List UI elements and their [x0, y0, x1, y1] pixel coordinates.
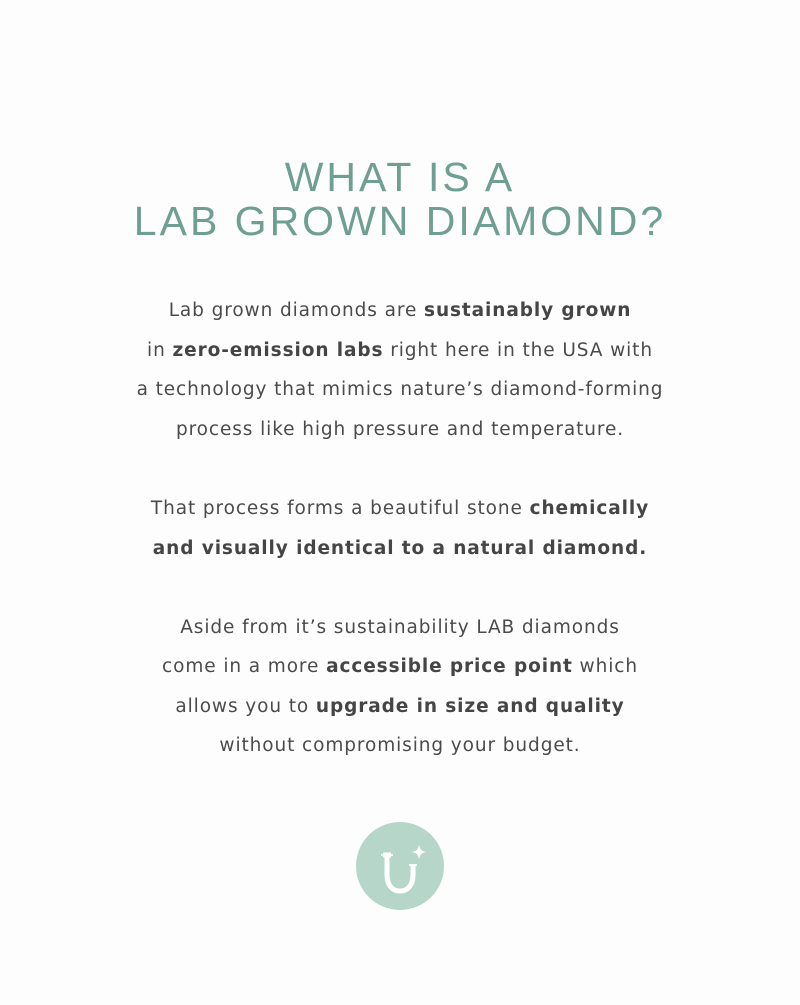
paragraph-2-line-1: [0, 500, 800, 519]
emphasis-sustainably-grown: sustainably grown: [424, 300, 632, 321]
paragraph-3-line-4: without compromising your budget.: [219, 735, 581, 756]
emphasis-upgrade-size-quality: upgrade in size and quality: [315, 696, 625, 717]
paragraph-3-line-3: [0, 698, 800, 717]
emphasis-zero-emission-labs: zero-emission labs: [172, 340, 384, 361]
u-sparkle-logo-icon: [356, 822, 444, 910]
paragraph-1-line-1: [0, 302, 800, 321]
logo-glyph: [356, 822, 444, 910]
text: right here in the USA with: [383, 340, 653, 361]
page-title-line-2: LAB GROWN DIAMOND?: [133, 198, 667, 244]
text: which: [572, 656, 638, 677]
paragraph-1-line-4: process like high pressure and temperature.: [175, 419, 625, 440]
emphasis-visually-identical: and visually identical to a natural diamond.: [152, 538, 648, 559]
text: come in a more: [162, 656, 327, 677]
page-title-line-1: WHAT IS A: [284, 154, 516, 200]
paragraph-1-line-2: [0, 342, 800, 361]
paragraph-3-line-2: [0, 658, 800, 677]
text: That process forms a beautiful stone: [150, 498, 530, 519]
text: in: [147, 340, 173, 361]
emphasis-chemically: chemically: [529, 498, 650, 519]
paragraph-2-line-2: [0, 540, 800, 559]
emphasis-accessible-price-point: accessible price point: [326, 656, 573, 677]
paragraph-3-line-1: Aside from it’s sustainability LAB diamonds: [180, 617, 620, 638]
text: allows you to: [175, 696, 316, 717]
paragraph-1-line-3: a technology that mimics nature’s diamond-forming: [136, 379, 664, 400]
text: Lab grown diamonds are: [168, 300, 425, 321]
